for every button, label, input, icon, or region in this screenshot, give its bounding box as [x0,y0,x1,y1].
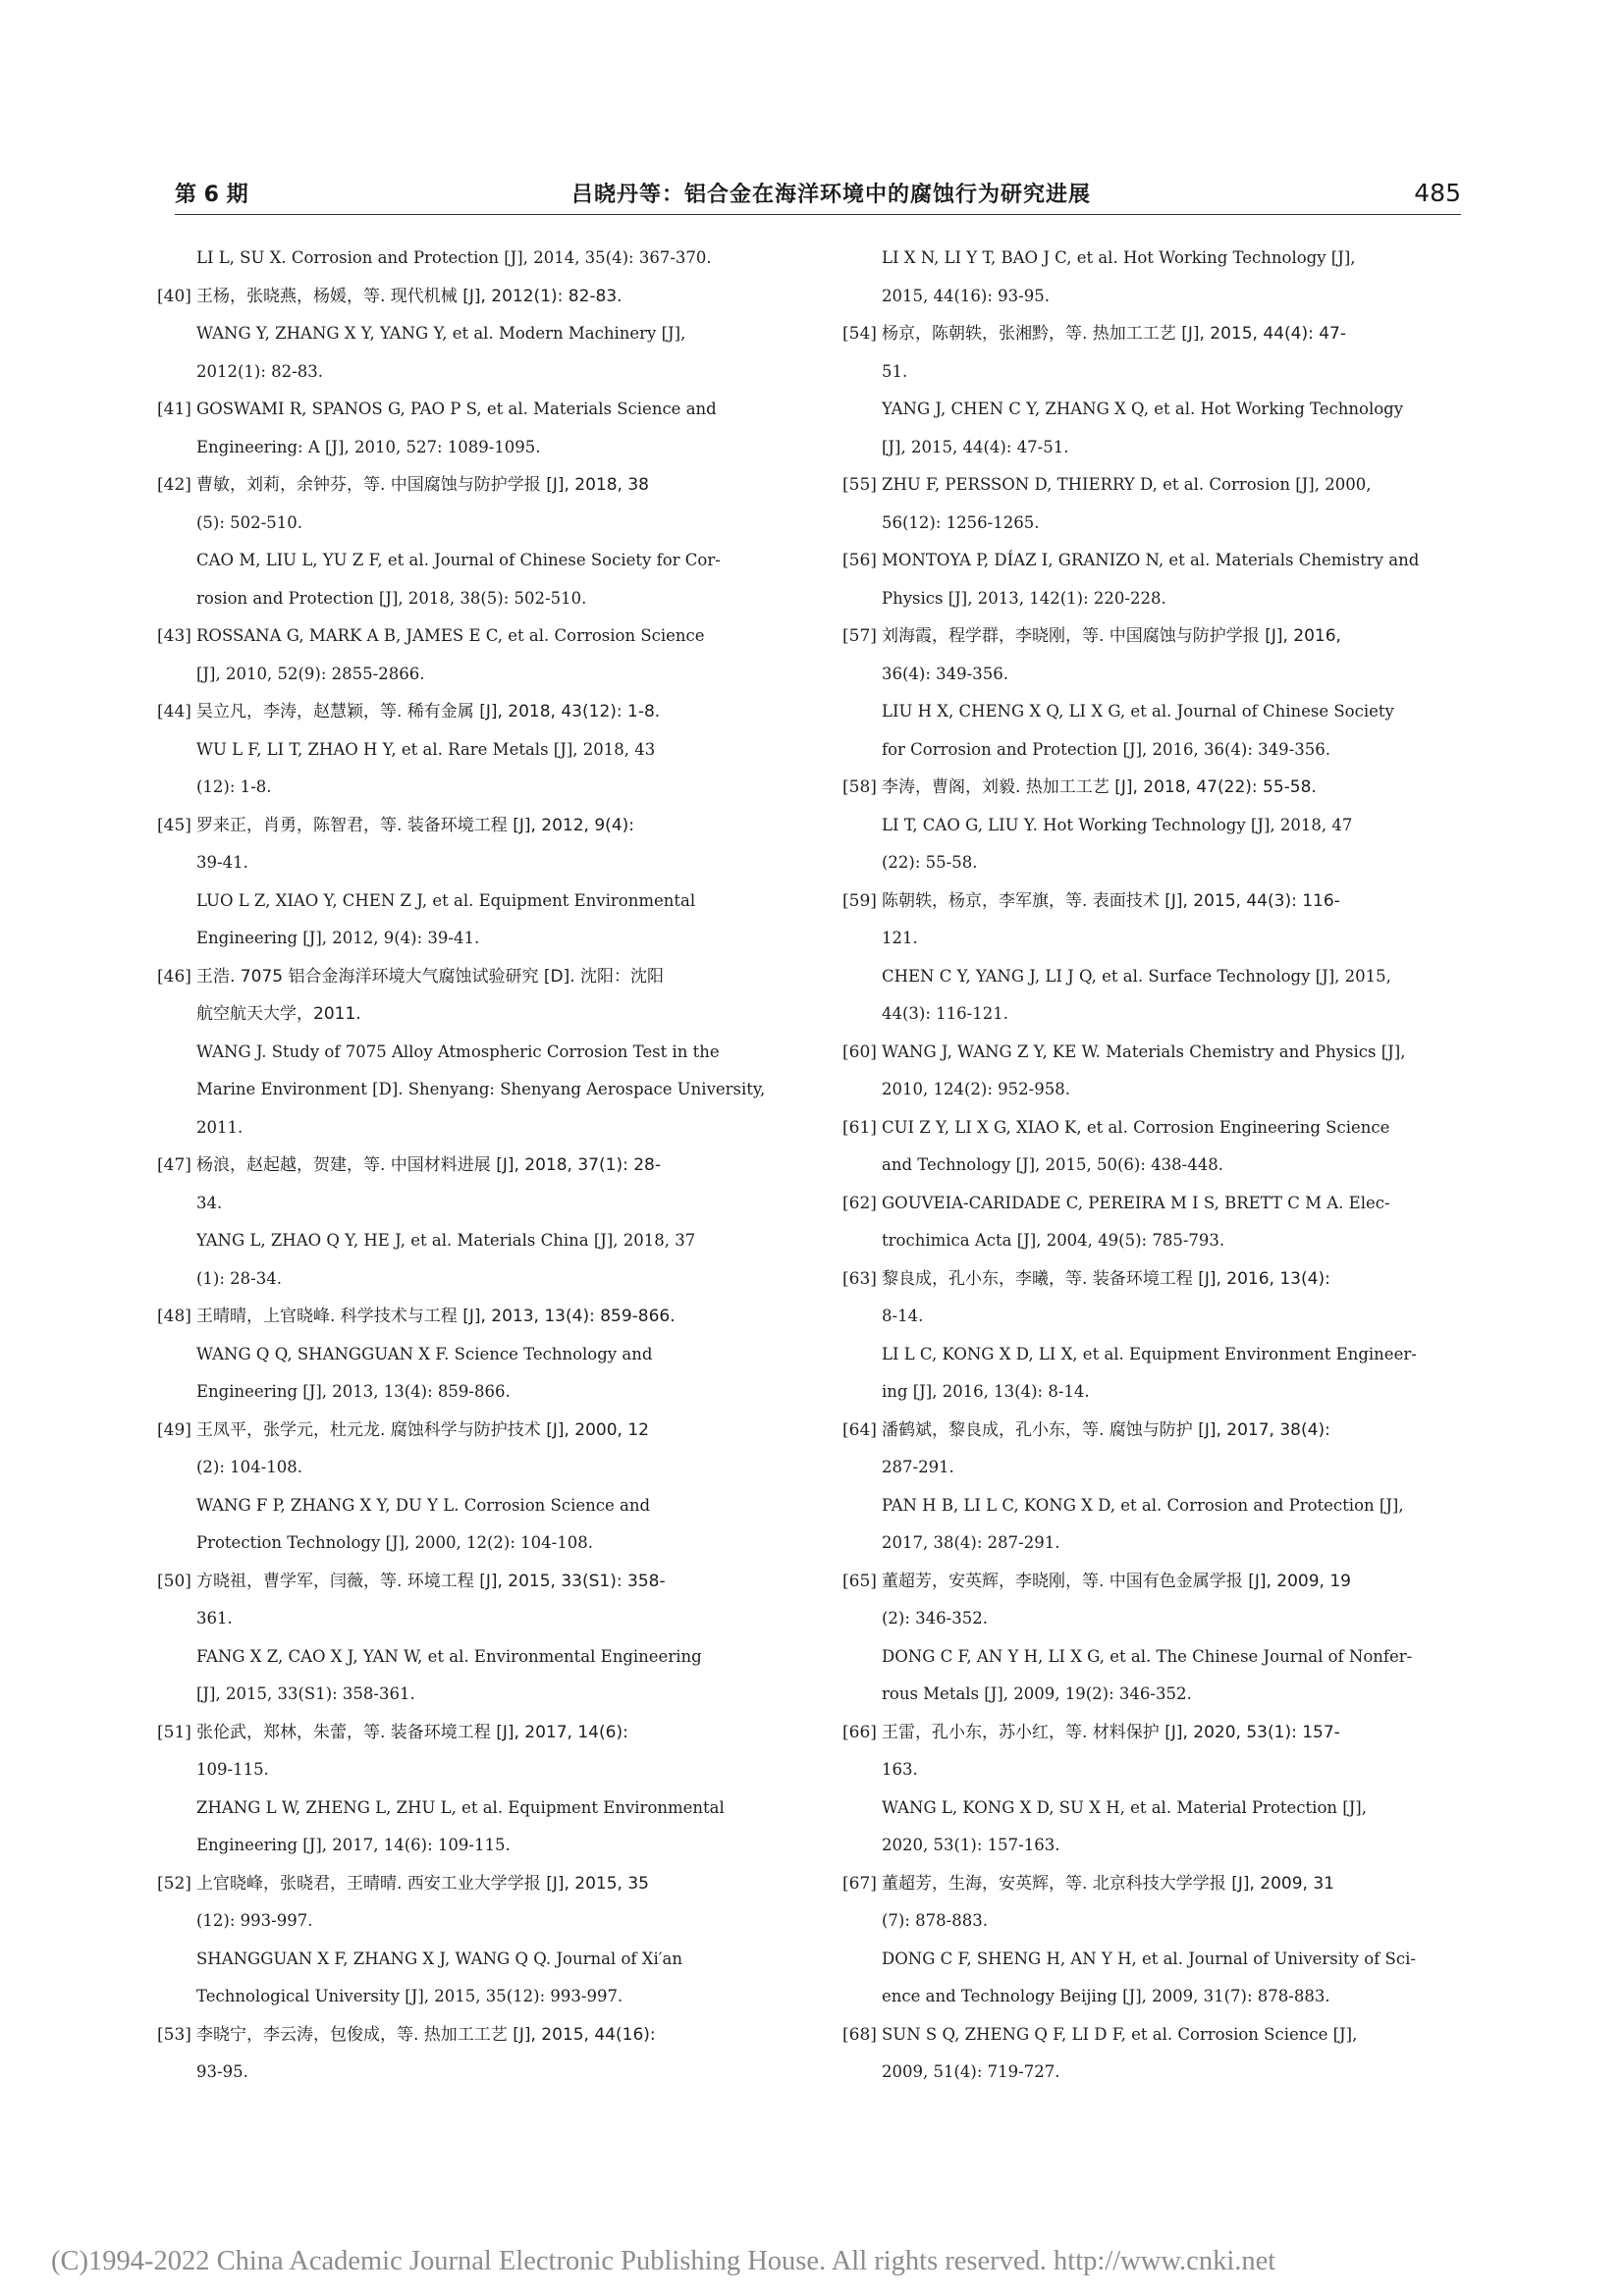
reference-number: [42] [157,475,191,495]
reference-entry [157,391,795,466]
reference-line: 王浩. 7075 铝合金海洋环境大气腐蚀试验研究 [D]. 沈阳：沈阳 [196,966,665,987]
reference-line: 361. [196,1609,233,1628]
reference-body [196,1412,795,1563]
reference-line: for Corrosion and Protection [J], 2016, 36(4): 349-356. [882,739,1330,759]
reference-line: 上官晓峰，张晓君，王晴晴. 西安工业大学学报 [J], 2015, 35 [196,1873,649,1894]
reference-line: Engineering: A [J], 2010, 527: 1089-1095. [196,437,541,456]
reference-entry [842,1185,1481,1260]
reference-line: 287-291. [882,1458,954,1476]
reference-number: [44] [157,702,191,721]
reference-line: ing [J], 2016, 13(4): 8-14. [882,1382,1090,1401]
reference-body [196,1147,795,1298]
reference-line: CUI Z Y, LI X G, XIAO K, et al. Corrosion Engineering Science [882,1117,1390,1137]
reference-line: 2017, 38(4): 287-291. [882,1533,1060,1552]
reference-line: Engineering [J], 2013, 13(4): 859-866. [196,1382,511,1401]
reference-line: GOSWAMI R, SPANOS G, PAO P S, et al. Materials Science and [196,400,717,418]
reference-line: (2): 346-352. [882,1609,988,1628]
reference-line: MONTOYA P, DÍAZ I, GRANIZO N, et al. Materials Chemistry and [882,551,1420,569]
reference-entry [157,240,795,278]
reference-line: 黎良成，孔小东，李曦，等. 装备环境工程 [J], 2016, 13(4): [882,1268,1330,1289]
reference-number: [68] [842,2024,877,2045]
reference-number: [59] [842,890,877,911]
copyright-footer: (C)1994-2022 China Academic Journal Electronic Publishing House. All rights reserved. http://www.cnki.net [51,2246,1276,2276]
reference-body [196,1714,795,1865]
reference-line: (2): 104-108. [196,1458,302,1476]
reference-entry [157,1563,795,1714]
reference-entry [842,1109,1481,1185]
reference-entry [157,693,795,807]
reference-line: DONG C F, AN Y H, LI X G, et al. The Chinese Journal of Nonfer- [882,1646,1413,1666]
reference-body [196,1865,795,2016]
reference-entry [157,1865,795,2016]
reference-entry [842,240,1481,315]
reference-line: 方晓祖，曹学军，闫薇，等. 环境工程 [J], 2015, 33(S1): 358- [196,1571,666,1591]
reference-number: [56] [842,551,877,570]
reference-line: 张伦武，郑林，朱蕾，等. 装备环境工程 [J], 2017, 14(6): [196,1722,628,1742]
reference-number: [53] [157,2024,191,2045]
reference-line: rous Metals [J], 2009, 19(2): 346-352. [882,1684,1192,1703]
reference-entry [157,1298,795,1412]
reference-body [196,958,795,1148]
reference-line: DONG C F, SHENG H, AN Y H, et al. Journal of University of Sci- [882,1949,1416,1968]
reference-line: 2020, 53(1): 157-163. [882,1836,1060,1854]
reference-body [882,617,1481,769]
reference-number: [57] [842,626,877,646]
reference-number: [47] [157,1155,191,1175]
reference-line: LI X N, LI Y T, BAO J C, et al. Hot Working Technology [J], [882,248,1356,267]
reference-line: 109-115. [196,1760,269,1779]
reference-line: 李涛，曹阁，刘毅. 热加工工艺 [J], 2018, 47(22): 55-58. [882,777,1317,797]
reference-body [196,807,795,958]
reference-line: 39-41. [196,853,248,872]
reference-line: 潘鹤斌，黎良成，孔小东，等. 腐蚀与防护 [J], 2017, 38(4): [882,1419,1330,1440]
reference-line: PAN H B, LI L C, KONG X D, et al. Corrosion and Protection [J], [882,1495,1404,1515]
reference-line: 王凤平，张学元，杜元龙. 腐蚀科学与防护技术 [J], 2000, 12 [196,1419,649,1440]
reference-line: 王晴晴，上官晓峰. 科学技术与工程 [J], 2013, 13(4): 859-866. [196,1307,676,1326]
page-number: 485 [1414,178,1461,207]
reference-line: SUN S Q, ZHENG Q F, LI D F, et al. Corrosion Science [J], [882,2024,1358,2044]
reference-line: WANG L, KONG X D, SU X H, et al. Material Protection [J], [882,1797,1367,1817]
reference-number: [58] [842,777,877,797]
reference-line: (12): 1-8. [196,777,272,796]
article-title: 吕晓丹等：铝合金在海洋环境中的腐蚀行为研究进展 [570,182,1091,207]
reference-line: LIU H X, CHENG X Q, LI X G, et al. Journal of Chinese Society [882,702,1394,721]
reference-entry [157,2016,795,2092]
reference-line: Engineering [J], 2012, 9(4): 39-41. [196,929,480,947]
reference-line: LUO L Z, XIAO Y, CHEN Z J, et al. Equipment Environmental [196,890,696,910]
reference-entry [842,542,1481,617]
reference-line: 2009, 51(4): 719-727. [882,2062,1060,2081]
reference-line: SHANGGUAN X F, ZHANG X J, WANG Q Q. Journal of Xi′an [196,1949,682,1968]
reference-line: ZHU F, PERSSON D, THIERRY D, et al. Corrosion [J], 2000, [882,475,1372,494]
reference-line: 44(3): 116-121. [882,1004,1008,1023]
reference-line: 51. [882,361,908,381]
reference-body [882,1109,1481,1185]
reference-entry [157,807,795,958]
reference-body [882,466,1481,542]
reference-body [196,391,795,466]
reference-line: 163. [882,1760,918,1779]
reference-body [196,278,795,392]
reference-line: ZHANG L W, ZHENG L, ZHU L, et al. Equipment Environmental [196,1797,725,1817]
reference-line: [J], 2015, 44(4): 47-51. [882,437,1069,456]
reference-number: [48] [157,1307,191,1326]
reference-line: [J], 2015, 33(S1): 358-361. [196,1684,415,1703]
reference-line: Physics [J], 2013, 142(1): 220-228. [882,588,1166,608]
reference-line: (22): 55-58. [882,853,978,872]
reference-line: 34. [196,1193,223,1212]
reference-entry [157,958,795,1148]
reference-line: WANG J, WANG Z Y, KE W. Materials Chemistry and Physics [J], [882,1041,1406,1061]
reference-line: 121. [882,929,918,947]
reference-body [882,1563,1481,1714]
reference-line: LI L, SU X. Corrosion and Protection [J], 2014, 35(4): 367-370. [196,248,712,267]
reference-line: 曹敏，刘莉，余钟芬，等. 中国腐蚀与防护学报 [J], 2018, 38 [196,475,649,495]
reference-body [882,1185,1481,1260]
reference-number: [63] [842,1268,877,1289]
reference-number: [62] [842,1193,877,1213]
reference-line: 罗来正，肖勇，陈智君，等. 装备环境工程 [J], 2012, 9(4): [196,815,634,835]
reference-entry [157,1412,795,1563]
reference-number: [55] [842,475,877,495]
reference-body [882,542,1481,617]
reference-body [882,1034,1481,1109]
reference-line: 56(12): 1256-1265. [882,512,1040,532]
reference-line: (12): 993-997. [196,1911,313,1930]
reference-body [882,1865,1481,2016]
reference-line: YANG L, ZHAO Q Y, HE J, et al. Materials China [J], 2018, 37 [196,1231,696,1250]
reference-body [196,466,795,617]
reference-line: LI T, CAO G, LIU Y. Hot Working Technology [J], 2018, 47 [882,815,1353,834]
reference-line: CAO M, LIU L, YU Z F, et al. Journal of Chinese Society for Cor- [196,551,721,569]
reference-line: 董超芳，生海，安英辉，等. 北京科技大学学报 [J], 2009, 31 [882,1873,1334,1894]
reference-line: WANG Y, ZHANG X Y, YANG Y, et al. Modern Machinery [J], [196,324,686,343]
reference-body [882,240,1481,315]
reference-number: [45] [157,815,191,835]
reference-body [196,240,795,278]
reference-line: trochimica Acta [J], 2004, 49(5): 785-793. [882,1231,1225,1250]
reference-line: Engineering [J], 2017, 14(6): 109-115. [196,1836,511,1854]
reference-body [196,617,795,693]
reference-line: 吴立凡，李涛，赵慧颖，等. 稀有金属 [J], 2018, 43(12): 1-8. [196,702,661,721]
reference-number: [50] [157,1571,191,1591]
reference-line: YANG J, CHEN C Y, ZHANG X Q, et al. Hot Working Technology [882,400,1404,418]
reference-line: (7): 878-883. [882,1911,988,1930]
reference-number: [52] [157,1873,191,1894]
reference-body [882,1714,1481,1865]
reference-line: 杨浪，赵起越，贺建，等. 中国材料进展 [J], 2018, 37(1): 28- [196,1155,661,1175]
reference-line: 王雷，孔小东，苏小红，等. 材料保护 [J], 2020, 53(1): 157- [882,1722,1340,1742]
reference-number: [65] [842,1571,877,1591]
reference-line: ence and Technology Beijing [J], 2009, 31(7): 878-883. [882,1987,1330,2005]
reference-line: WANG Q Q, SHANGGUAN X F. Science Technology and [196,1344,653,1363]
reference-number: [66] [842,1722,877,1742]
header-rule [175,214,1461,215]
reference-line: WU L F, LI T, ZHAO H Y, et al. Rare Metals [J], 2018, 43 [196,739,656,759]
reference-line: 36(4): 349-356. [882,664,1008,683]
reference-number: [43] [157,626,191,646]
reference-entry [842,2016,1481,2092]
reference-line: rosion and Protection [J], 2018, 38(5): 502-510. [196,588,587,608]
reference-line: 8-14. [882,1307,924,1325]
reference-line: and Technology [J], 2015, 50(6): 438-448. [882,1155,1223,1174]
reference-body [196,2016,795,2092]
reference-body [882,315,1481,466]
reference-number: [51] [157,1722,191,1742]
reference-line: WANG F P, ZHANG X Y, DU Y L. Corrosion Science and [196,1495,651,1515]
reference-body [196,693,795,807]
reference-body [882,1412,1481,1563]
reference-entry [842,315,1481,466]
reference-line: WANG J. Study of 7075 Alloy Atmospheric Corrosion Test in the [196,1041,720,1061]
reference-line: Technological University [J], 2015, 35(12): 993-997. [196,1987,623,2005]
reference-entry [157,1147,795,1298]
reference-entry [157,466,795,617]
reference-line: 2012(1): 82-83. [196,361,323,381]
reference-entry [842,1412,1481,1563]
reference-entry [842,882,1481,1034]
reference-line: LI L C, KONG X D, LI X, et al. Equipment Environment Engineer- [882,1344,1417,1363]
references-right-column [842,240,1481,2092]
reference-line: 董超芳，安英辉，李晓刚，等. 中国有色金属学报 [J], 2009, 19 [882,1571,1351,1591]
reference-line: 李晓宁，李云涛，包俊成，等. 热加工工艺 [J], 2015, 44(16): [196,2024,656,2045]
reference-line: 93-95. [196,2062,248,2081]
reference-entry [157,617,795,693]
reference-line: (5): 502-510. [196,512,302,532]
reference-line: CHEN C Y, YANG J, LI J Q, et al. Surface Technology [J], 2015, [882,966,1391,986]
reference-line: (1): 28-34. [196,1268,282,1288]
reference-entry [842,1260,1481,1412]
reference-line: 王杨，张晓燕，杨媛，等. 现代机械 [J], 2012(1): 82-83. [196,286,623,306]
issue-number: 第 6 期 [175,182,248,207]
reference-number: [67] [842,1873,877,1894]
reference-line: 2011. [196,1117,244,1137]
reference-number: [46] [157,966,191,987]
reference-number: [54] [842,324,877,344]
reference-number: [60] [842,1041,877,1062]
reference-entry [842,466,1481,542]
reference-body [882,769,1481,882]
reference-body [196,1298,795,1412]
reference-line: 陈朝轶，杨京，李军旗，等. 表面技术 [J], 2015, 44(3): 116- [882,890,1340,911]
reference-number: [61] [842,1117,877,1138]
reference-line: ROSSANA G, MARK A B, JAMES E C, et al. Corrosion Science [196,626,705,645]
reference-entry [842,1563,1481,1714]
reference-line: 航空航天大学，2011. [196,1004,361,1024]
reference-line: 2010, 124(2): 952-958. [882,1080,1070,1098]
references-left-column [157,240,795,2092]
reference-number: [64] [842,1419,877,1440]
reference-number: [49] [157,1419,191,1440]
reference-line: Protection Technology [J], 2000, 12(2): 104-108. [196,1533,593,1552]
reference-entry [842,617,1481,769]
reference-entry [842,1034,1481,1109]
reference-entry [157,1714,795,1865]
reference-entry [842,1714,1481,1865]
reference-line: FANG X Z, CAO X J, YAN W, et al. Environmental Engineering [196,1646,702,1666]
reference-line: GOUVEIA-CARIDADE C, PEREIRA M I S, BRETT C M A. Elec- [882,1193,1390,1212]
reference-entry [842,1865,1481,2016]
reference-line: 杨京，陈朝轶，张湘黔，等. 热加工工艺 [J], 2015, 44(4): 47- [882,324,1346,344]
reference-entry [157,278,795,392]
reference-body [882,882,1481,1034]
reference-line: 刘海霞，程学群，李晓刚，等. 中国腐蚀与防护学报 [J], 2016, [882,626,1341,646]
reference-body [882,2016,1481,2092]
reference-line: Marine Environment [D]. Shenyang: Shenyang Aerospace University, [196,1080,766,1098]
reference-line: [J], 2010, 52(9): 2855-2866. [196,664,425,683]
reference-entry [842,769,1481,882]
reference-number: [41] [157,400,191,419]
reference-line: 2015, 44(16): 93-95. [882,286,1050,305]
reference-body [196,1563,795,1714]
reference-number: [40] [157,286,191,306]
reference-body [882,1260,1481,1412]
running-header [175,173,1461,212]
